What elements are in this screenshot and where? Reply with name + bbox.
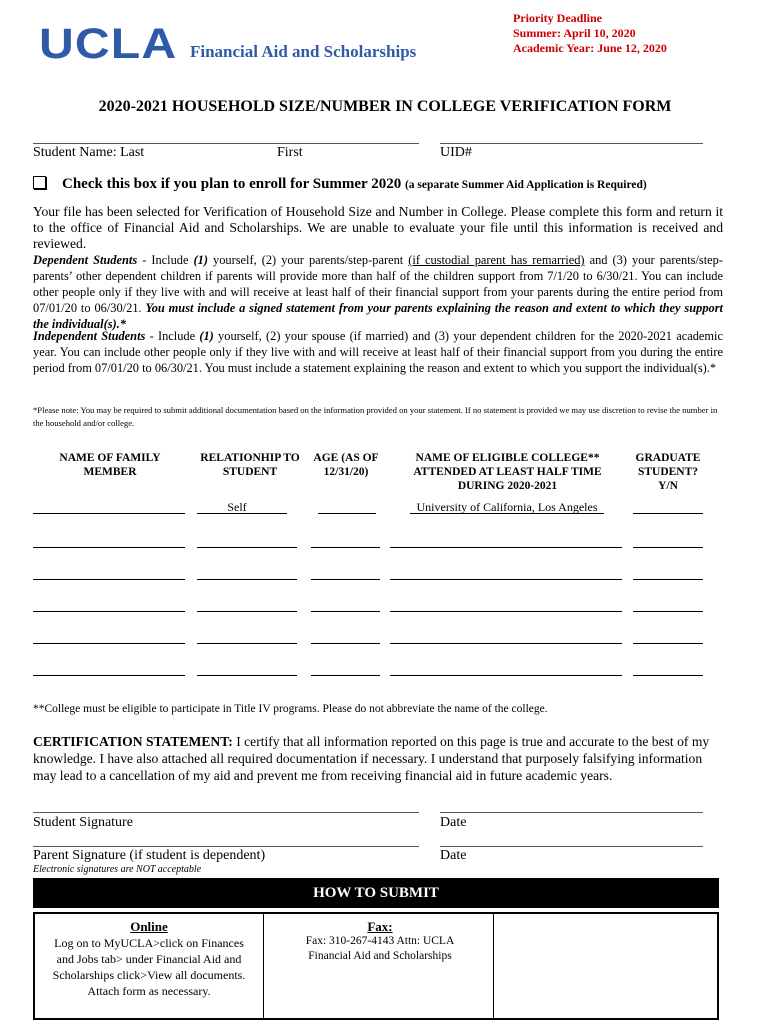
graduate-input[interactable] — [633, 675, 703, 676]
relationship-input[interactable] — [197, 611, 297, 612]
independent-label: Independent Students — [33, 329, 146, 343]
text: - Include — [145, 329, 200, 343]
text: and (3) your parents/step-parents’ other dependent children if parents will provide more than half of the children support from 7/1/20 to 6/30/21. You can include other people only if they live with and will receive at least half of their financial support from your parents during the entire period from 07/01/20 to 06/30/21. — [33, 253, 724, 315]
parent-date-line[interactable] — [440, 846, 703, 847]
electronic-signature-note: Electronic signatures are NOT acceptable — [33, 864, 202, 875]
college-ucla: University of California, Los Angeles — [416, 500, 598, 514]
fax-heading: Fax: — [367, 919, 393, 934]
divider — [263, 914, 264, 1018]
age-input[interactable] — [311, 579, 380, 580]
student-signature-line[interactable] — [33, 812, 419, 813]
parent-signature-label: Parent Signature (if student is dependent) — [33, 848, 266, 863]
text: yourself, (2) your parents/step-parent — [207, 253, 409, 267]
student-signature-label: Student Signature — [33, 815, 133, 830]
student-date-line[interactable] — [440, 812, 703, 813]
documentation-note: *Please note: You may be required to submit additional documentation based on the information provided on your statement. If no statement is provided we may use discretion to revise the number in the household and/or college. — [33, 405, 718, 428]
online-instructions: Log on to MyUCLA>click on Finances and Jobs tab> under Financial Aid and Scholarships click>View all documents. Attach form as necessary. — [52, 936, 246, 998]
online-heading: Online — [130, 919, 168, 934]
header-relationship: RELATIONHIP TO STUDENT — [200, 452, 300, 478]
text: You must include a signed statement from your parents explaining the reason and extent to which they support the individual(s).* — [33, 301, 723, 331]
header-family-member: NAME OF FAMILY MEMBER — [59, 452, 161, 478]
header-age: AGE (AS OF 12/31/20) — [313, 452, 379, 478]
priority-deadline — [513, 11, 667, 56]
text: (1) — [199, 329, 214, 343]
divider — [493, 914, 494, 1018]
college-eligibility-note: **College must be eligible to participate in Title IV programs. Please do not abbreviate the name of the college. — [33, 703, 548, 715]
department-name: Financial Aid and Scholarships — [190, 42, 417, 61]
graduate-input[interactable] — [633, 611, 703, 612]
graduate-input[interactable] — [633, 579, 703, 580]
fax-instructions: Fax: 310-267-4143 Attn: UCLA Financial Aid and Scholarships — [305, 935, 455, 962]
relationship-input[interactable] — [197, 643, 297, 644]
form-title: 2020-2021 HOUSEHOLD SIZE/NUMBER IN COLLEGE VERIFICATION FORM — [98, 98, 672, 115]
uid-label: UID# — [440, 145, 472, 160]
relationship-input[interactable] — [197, 547, 297, 548]
age-input[interactable] — [311, 675, 380, 676]
header-graduate: GRADUATE STUDENT? Y/N — [635, 452, 701, 492]
graduate-input[interactable] — [633, 643, 703, 644]
summer-label: Check this box if you plan to enroll for Summer 2020 — [62, 176, 402, 192]
dependent-students-paragraph — [33, 252, 723, 332]
family-member-input[interactable] — [33, 611, 185, 612]
graduate-input[interactable] — [633, 513, 703, 514]
graduate-input[interactable] — [633, 547, 703, 548]
family-member-input[interactable] — [33, 643, 185, 644]
deadline-line: Priority Deadline — [513, 11, 602, 25]
ucla-logo: UCLA — [39, 20, 178, 68]
text: (1) — [193, 253, 208, 267]
text: - Include — [137, 253, 194, 267]
fax-option — [285, 919, 475, 964]
family-member-input[interactable] — [33, 675, 185, 676]
uid-line[interactable] — [440, 143, 703, 144]
college-input[interactable] — [390, 675, 622, 676]
age-input[interactable] — [311, 547, 380, 548]
certification-statement — [33, 733, 723, 784]
first-name-label: First — [277, 145, 303, 160]
college-input[interactable] — [390, 611, 622, 612]
summer-enroll-row — [33, 176, 647, 193]
student-name-line[interactable] — [33, 143, 419, 144]
college-input[interactable] — [390, 547, 622, 548]
how-to-submit-header: HOW TO SUBMIT — [33, 878, 719, 908]
dependent-label: Dependent Students — [33, 253, 138, 267]
intro-paragraph: Your file has been selected for Verification of Household Size and Number in College. Please complete this form and return it to the office of Financial Aid and Scholarships. We are unable to evaluate your file until this information is received and reviewed. — [33, 204, 723, 251]
family-member-input[interactable] — [33, 579, 185, 580]
college-input[interactable] — [390, 643, 622, 644]
header-college: NAME OF ELIGIBLE COLLEGE** ATTENDED AT LEAST HALF TIME DURING 2020-2021 — [413, 452, 602, 492]
submit-options-box — [33, 912, 719, 1020]
age-input[interactable] — [318, 513, 376, 514]
family-member-input[interactable] — [33, 547, 185, 548]
deadline-line: Academic Year: June 12, 2020 — [513, 41, 667, 55]
student-name-label: Student Name: Last — [33, 145, 145, 160]
date-label: Date — [440, 848, 467, 863]
deadline-line: Summer: April 10, 2020 — [513, 26, 636, 40]
relationship-input[interactable] — [197, 675, 297, 676]
text: yourself, (2) your spouse (if married) and (3) your dependent children for the 2020-2021 academic year. You can include other people only if they live with and will receive at least half of their financial support from you during the entire period from 07/01/20 to 06/30/21. You must include a statement explaining the reason and extent to which you support the individual(s).* — [33, 329, 723, 375]
college-input[interactable] — [390, 579, 622, 580]
family-member-input[interactable] — [33, 513, 185, 514]
independent-students-paragraph — [33, 328, 723, 376]
certification-label: CERTIFICATION STATEMENT: — [33, 734, 233, 749]
online-option — [49, 919, 249, 999]
parent-signature-line[interactable] — [33, 846, 419, 847]
text: (if custodial parent has remarried) — [408, 253, 585, 267]
summer-note: (a separate Summer Aid Application is Required) — [404, 179, 647, 191]
age-input[interactable] — [311, 611, 380, 612]
text: I certify that all information reported on this page is true and accurate to the best of my knowledge. I have also attached all required documentation if necessary. I understand that purposely falsifying information may lead to a cancellation of my aid and prevent me from receiving financial aid in future academic years. — [33, 734, 710, 783]
date-label: Date — [440, 815, 467, 830]
relationship-input[interactable] — [197, 579, 297, 580]
summer-checkbox[interactable] — [33, 176, 46, 189]
age-input[interactable] — [311, 643, 380, 644]
relationship-self: Self — [227, 500, 247, 514]
